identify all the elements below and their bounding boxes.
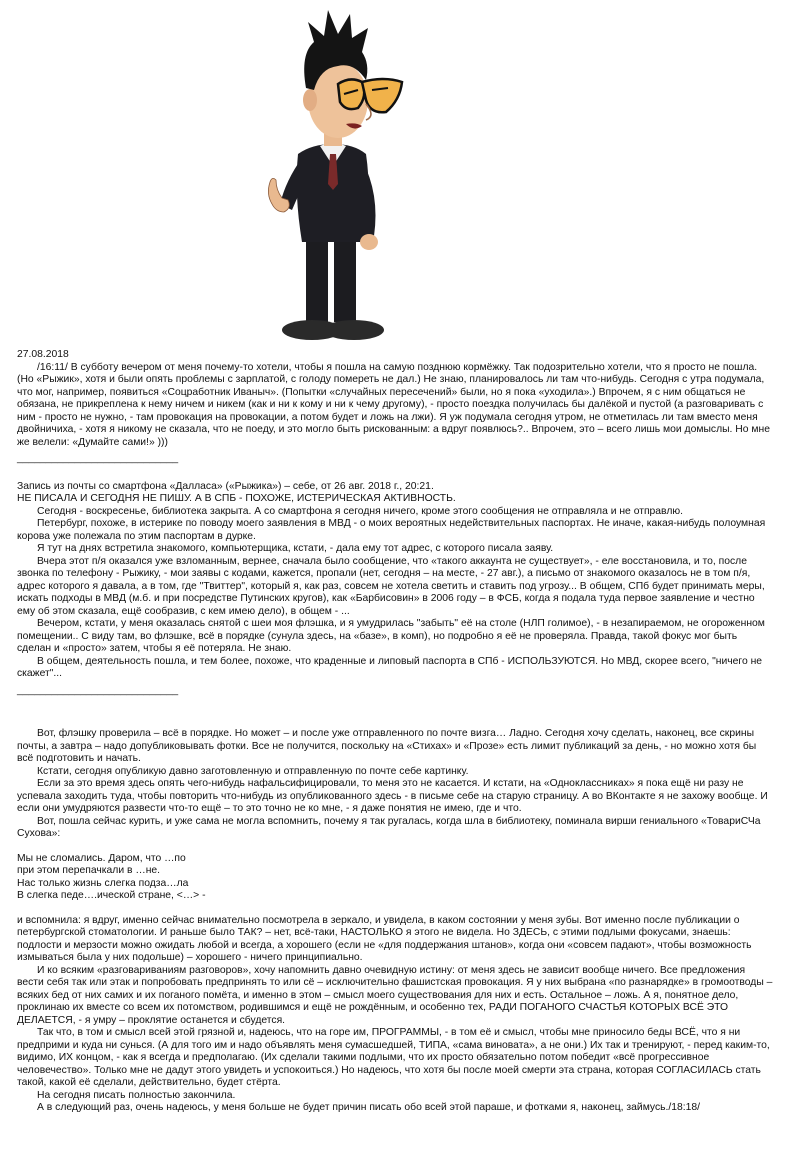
email-header: Запись из почты со смартфона «Далласа» («Рыжика») – себе, от 26 авг. 2018 г., 20:21. <box>17 480 434 492</box>
paragraph: Вчера этот п/я оказался уже взломанным, вернее, сначала было сообщение, что «такого аккаунта не существует», - еле восстановила, и то, после звонка по телефону - Рыжику, - мои заявы с кодами, кажется, пропали (нет, сегодня – на месте, - 27 авг.), а письмо от знакомого оказалось не в том п/я, адрес которого я давала, а в том, где "Твиттер", который я, как раз, совсем не хотела светить и ставить под угрозу... В общем, СПб будет принимать меры, искать подходы в МВД (м.б. и при посредстве Путинских кругов), как «Барбисовин» в 2006 году – в ФСБ, когда я подала туда первое заявление и честно ему об этом сказала, ещё сообразив, с кем имею дело), в общем - ... <box>17 555 765 617</box>
poem-line: Мы не сломались. Даром, что …по <box>17 852 186 864</box>
divider-rule: ____________________________ <box>17 453 179 464</box>
poem-line: при этом перепачкали в …не. <box>17 865 161 876</box>
entry-date: 27.08.2018 <box>17 349 69 360</box>
paragraph: Если за это время здесь опять чего-нибудь нафальсифицировали, то меня это не касается. И кстати, на «Одноклассниках» я пока ещё ни разу не успевала заходить туда, чтобы повторить что-нибудь из опубликованного здесь - в письме себе на старую страницу. А во ВКонтакте я не захожу вообще. И если они умудряются развести что-то ещё – то это точно не ко мне, - я даже понятия не имею, где и что. <box>17 778 768 814</box>
journal-text <box>17 349 773 1115</box>
paragraph: В общем, деятельность пошла, и тем более, похоже, что краденные и липовый паспорта в СПб - ИСПОЛЬЗУЮТСЯ. Но МВД, скорее всего, "ничего не скажет"... <box>17 655 763 679</box>
paragraph: Я тут на днях встретила знакомого, компьютерщика, кстати, - дала ему тот адрес, с которого писала заяву. <box>37 543 554 554</box>
paragraph: А в следующий раз, очень надеюсь, у меня больше не будет причин писать обо всей этой параше, и фотками я, наконец, займусь./18:18/ <box>37 1102 701 1113</box>
cartoon-man-illustration <box>258 4 408 346</box>
paragraph: Сегодня - воскресенье, библиотека закрыта. А со смартфона я сегодня ничего, кроме этого сообщения не отправляла и не отправлю. <box>37 505 683 517</box>
paragraph: Так что, в том и смысл всей этой грязной и, надеюсь, что на горе им, ПРОГРАММЫ, - в том её и смысл, чтобы мне приносило беды ВСЁ, что я ни предприми и куда ни сунься. (А для того им и надо объявлять меня сумасшедшей, ТИПА, «сама виновата», а не они.) Их так и тренируют, - перед каким-то, видимо, ИХ концом, - как я всегда и предполагаю. (Их сделали такими подлыми, что их просто обязательно потом победит «всё прогрессивное человечество». Только мне не дадут этого увидеть и успокоиться.) Но надеюсь, что хотя бы после моей смерти эта страна, которая СОГЛАСИЛАСЬ стать такой, какой её сделали, действительно, будет стёрта. <box>17 1027 770 1088</box>
email-subject: НЕ ПИСАЛА И СЕГОДНЯ НЕ ПИШУ. А В СПБ - ПОХОЖЕ, ИСТЕРИЧЕСКАЯ АКТИВНОСТЬ. <box>17 493 456 504</box>
poem-line: В слегка педе….ической стране, <…> - <box>17 890 206 901</box>
paragraph: Вечером, кстати, у меня оказалась снятой с шеи моя флэшка, и я умудрилась "забыть" её на столе (НЛП голимое), - в незапираемом, не огороженном помещении.. С виду там, во флэшке, всё в порядке (сунула здесь, на «базе», в комп), но подробно я её не проверяла. Правда, такой фокус мог быть сделан и «просто» затем, чтобы я её потеряла. Не знаю. <box>17 618 765 654</box>
paragraph: Вот, пошла сейчас курить, и уже сама не могла вспомнить, почему я так ругалась, когда шла в библиотеку, поминала вирши гениального «ТовариСЧа Сухова»: <box>17 815 761 839</box>
paragraph: Кстати, сегодня опубликую давно заготовленную и отправленную по почте себе картинку. <box>37 765 469 777</box>
paragraph: и вспомнила: я вдруг, именно сейчас внимательно посмотрела в зеркало, и увидела, в каком состоянии у меня зубы. Вот именно после публикации о петербургской стоматологии. И раньше было ТАК? – нет, всё-таки, НАСТОЛЬКО я этого не видела. Но ЗДЕСЬ, с этими подлыми фокусами, знаешь: подлости и мерзости можно ожидать любой и всегда, а хорошего (если не «для поддержания штанов», когда они «совсем падают», чтобы возможность измываться была у них подольше) – хорошего - ничего принципиально. <box>17 914 752 963</box>
poem-quote <box>17 853 773 903</box>
paragraph: И ко всяким «разговариваниям разговоров», хочу напомнить давно очевидную истину: от меня здесь не зависит вообще ничего. Все предложения вести себя так или этак и попробовать предпринять то или сё – исключительно фашистская провокация. Я у них выбрана «по разнарядке» в громоотводы – всяких бед от них самих и их поганого помёта, и именно в этом – смысл моего существования для них и есть. Остальное – ложь. А я, понятное дело, проклинаю их вместе со всем их потомством, родившимся и ещё не рождённым, и особенно тех, РАДИ ПОГАНОГО СЧАСТЬЯ КОТОРЫХ ВСЁ ЭТО ДЕЛАЕТСЯ, - я умру – проклятие останется и сбудется. <box>17 964 773 1026</box>
paragraph: Вот, флэшку проверила – всё в порядке. Но может – и после уже отправленного по почте визга… Ладно. Сегодня хочу сделать, наконец, все скрины почты, а завтра – надо допубликовывать фотки. Все не получится, поскольку на «Стихах» и «Прозе» есть лимит публикаций за день, - но можно хотя бы всё подготовить и начать. <box>17 728 757 764</box>
poem-line: Нас только жизнь слегка подза…ла <box>17 877 189 889</box>
paragraph: /16:11/ В субботу вечером от меня почему-то хотели, чтобы я пошла на самую позднюю кормёжку. Так подозрительно хотели, что я просто не пошла. (Но «Рыжик», хотя и были опять проблемы с зарплатой, с голоду помереть не дал.) Не знаю, планировалось ли там что-нибудь. Сегодня с утра подумала, что мог, например, появиться «Соцработник Иваныч». (Попытки «случайных пересечений» были, но я пока «уходила».) Впрочем, я с ним общаться не обязана, не прикреплена к нему ничем и никем (как и ни к кому и ни к чему другому), - просто поездка получилась бы далёкой и пустой (а разговаривать с ним - просто не нужно, - там провокация на провокации, а потом будет и ложь на лжи). Я уж подумала сегодня утром, не отметилась ли там вместо меня двойничиха, - хотя я никому не сказала, что не поеду, и это могло быть рискованным: а вдруг появлюсь?.. Впрочем, это – всего лишь мои домыслы. Но мне же велели: «Думайте сами!» ))) <box>17 361 770 448</box>
divider-rule: ____________________________ <box>17 684 179 696</box>
paragraph: На сегодня писать полностью закончила. <box>37 1089 236 1101</box>
paragraph: Петербург, похоже, в истерике по поводу моего заявления в МВД - о моих вероятных недействительных паспортах. Не иначе, какая-нибудь полоумная корова уже полежала по этим паспортам в дурке. <box>17 518 766 542</box>
